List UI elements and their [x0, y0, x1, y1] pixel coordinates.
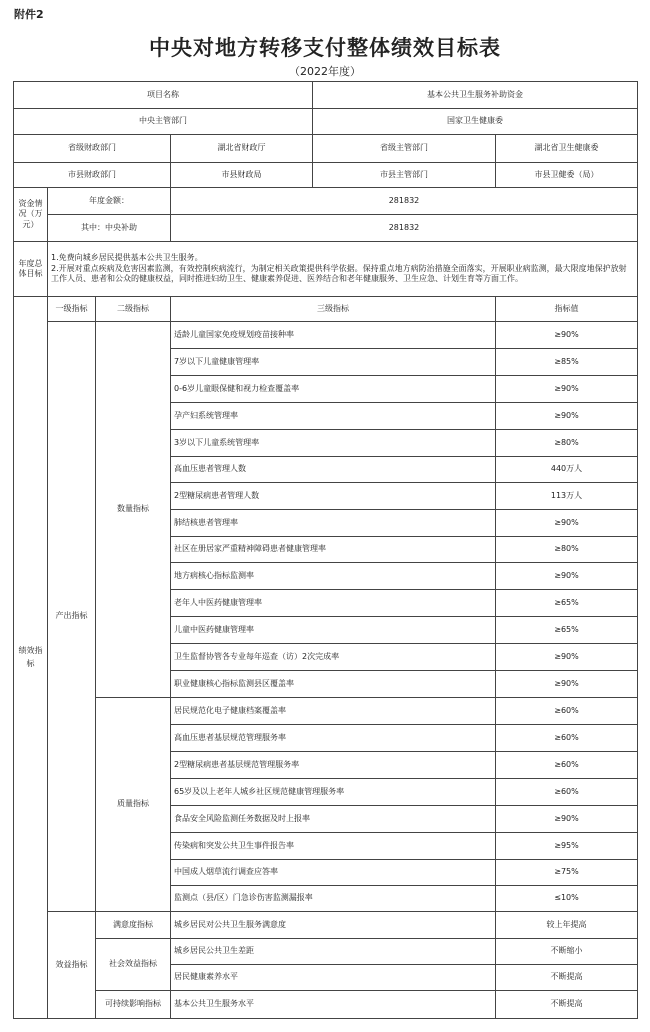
value-header: 指标值 — [496, 297, 638, 322]
prov-finance-value: 湖北省财政厅 — [171, 135, 313, 163]
attachment-label: 附件2 — [14, 8, 44, 21]
indicator-value: ≤10% — [496, 886, 638, 912]
indicator-name: 居民规范化电子健康档案覆盖率 — [171, 698, 496, 725]
indicator-name: 中国成人烟草流行调查应答率 — [171, 860, 496, 886]
city-dept-label: 市县主管部门 — [313, 163, 496, 188]
indicator-value: ≥95% — [496, 833, 638, 860]
benefit-indicator-label: 效益指标 — [48, 912, 96, 1019]
indicator-name: 传染病和突发公共卫生事件报告率 — [171, 833, 496, 860]
indicator-value: 较上年提高 — [496, 912, 638, 939]
indicator-value: 不断缩小 — [496, 939, 638, 965]
prov-dept-value: 湖北省卫生健康委 — [496, 135, 638, 163]
indicator-value: ≥60% — [496, 698, 638, 725]
indicator-row — [14, 991, 638, 1019]
indicator-name: 基本公共卫生服务水平 — [171, 991, 496, 1019]
indicator-value: ≥90% — [496, 671, 638, 698]
page-title: 中央对地方转移支付整体绩效目标表 — [149, 35, 501, 60]
indicator-name: 高血压患者基层规范管理服务率 — [171, 725, 496, 752]
indicator-name: 3岁以下儿童系统管理率 — [171, 430, 496, 457]
indicator-value: 440万人 — [496, 457, 638, 483]
quality-indicator-label: 质量指标 — [96, 698, 171, 912]
indicator-name: 居民健康素养水平 — [171, 965, 496, 991]
indicator-name: 2型糖尿病患者基层规范管理服务率 — [171, 752, 496, 779]
indicator-name: 社区在册居家严重精神障碍患者健康管理率 — [171, 537, 496, 563]
indicator-value: ≥90% — [496, 510, 638, 537]
indicator-row — [14, 322, 638, 349]
indicator-name: 2型糖尿病患者管理人数 — [171, 483, 496, 510]
indicator-value: 不断提高 — [496, 965, 638, 991]
indicator-value: 113万人 — [496, 483, 638, 510]
city-finance-label: 市县财政部门 — [14, 163, 171, 188]
indicator-value: ≥90% — [496, 322, 638, 349]
indicator-name: 0-6岁儿童眼保健和视力检查覆盖率 — [171, 376, 496, 403]
indicator-value: ≥90% — [496, 644, 638, 671]
annual-goal-label: 年度总体目标 — [14, 242, 48, 297]
indicator-value: ≥90% — [496, 376, 638, 403]
indicator-value: ≥60% — [496, 779, 638, 806]
indicator-name: 卫生监督协管各专业每年巡查（访）2次完成率 — [171, 644, 496, 671]
indicator-row — [14, 912, 638, 939]
indicator-value: 不断提高 — [496, 991, 638, 1019]
indicator-value: ≥75% — [496, 860, 638, 886]
indicator-name: 65岁及以上老年人城乡社区规范健康管理服务率 — [171, 779, 496, 806]
indicator-name: 高血压患者管理人数 — [171, 457, 496, 483]
indicator-row — [14, 698, 638, 725]
level3-header: 三级指标 — [171, 297, 496, 322]
indicator-name: 城乡居民对公共卫生服务满意度 — [171, 912, 496, 939]
satisfaction-indicator-label: 满意度指标 — [96, 912, 171, 939]
level2-header: 二级指标 — [96, 297, 171, 322]
social-benefit-label: 社会效益指标 — [96, 939, 171, 991]
indicator-row — [14, 939, 638, 965]
sustainability-label: 可持续影响指标 — [96, 991, 171, 1019]
indicator-value: ≥85% — [496, 349, 638, 376]
funds-label: 资金情况（万元） — [14, 188, 48, 242]
quantity-indicator-label: 数量指标 — [96, 322, 171, 698]
indicator-name: 孕产妇系统管理率 — [171, 403, 496, 430]
indicator-name: 老年人中医药健康管理率 — [171, 590, 496, 617]
project-name-value: 基本公共卫生服务补助资金 — [313, 82, 638, 109]
indicator-value: ≥80% — [496, 430, 638, 457]
annual-amount-value: 281832 — [171, 188, 638, 215]
indicator-name: 儿童中医药健康管理率 — [171, 617, 496, 644]
central-dept-label: 中央主管部门 — [14, 109, 313, 135]
central-dept-value: 国家卫生健康委 — [313, 109, 638, 135]
indicator-value: ≥90% — [496, 806, 638, 833]
prov-finance-label: 省级财政部门 — [14, 135, 171, 163]
indicator-value: ≥60% — [496, 725, 638, 752]
city-dept-value: 市县卫健委（局） — [496, 163, 638, 188]
indicator-value: ≥65% — [496, 590, 638, 617]
indicator-name: 监测点（县/区）门急诊伤害监测漏报率 — [171, 886, 496, 912]
annual-goal-item-2: 2.开展对重点疾病及危害因素监测，有效控制疾病流行，为制定相关政策提供科学依据。保持重点地方病防治措施全面落实，开展职业病监测，最大限度地保护放射工作人员、患者和公众的健康权益，同时推进妇幼卫生、健康素养促进、医养结合和老年健康服务、卫生应急、计划生育等方面工作。 — [51, 263, 627, 284]
year-label: （2022年度） — [289, 65, 361, 78]
central-subsidy-label: 其中：中央补助 — [48, 215, 171, 242]
output-indicator-label: 产出指标 — [48, 322, 96, 912]
annual-amount-label: 年度金额： — [48, 188, 171, 215]
performance-goal-table — [13, 81, 638, 1019]
indicator-name: 城乡居民公共卫生差距 — [171, 939, 496, 965]
indicator-value: ≥80% — [496, 537, 638, 563]
city-finance-value: 市县财政局 — [171, 163, 313, 188]
indicator-value: ≥65% — [496, 617, 638, 644]
central-subsidy-value: 281832 — [171, 215, 638, 242]
annual-goal-text — [48, 242, 638, 297]
indicator-value: ≥90% — [496, 403, 638, 430]
indicator-name: 肺结核患者管理率 — [171, 510, 496, 537]
perf-indicator-label: 绩效指标 — [14, 297, 48, 1019]
indicator-value: ≥90% — [496, 563, 638, 590]
indicator-name: 适龄儿童国家免疫规划疫苗接种率 — [171, 322, 496, 349]
indicator-name: 7岁以下儿童健康管理率 — [171, 349, 496, 376]
annual-goal-item-1: 1.免费向城乡居民提供基本公共卫生服务。 — [51, 252, 203, 262]
project-name-label: 项目名称 — [14, 82, 313, 109]
indicator-name: 地方病核心指标监测率 — [171, 563, 496, 590]
indicator-name: 食品安全风险监测任务数据及时上报率 — [171, 806, 496, 833]
level1-header: 一级指标 — [48, 297, 96, 322]
indicator-value: ≥60% — [496, 752, 638, 779]
prov-dept-label: 省级主管部门 — [313, 135, 496, 163]
indicator-name: 职业健康核心指标监测县区覆盖率 — [171, 671, 496, 698]
